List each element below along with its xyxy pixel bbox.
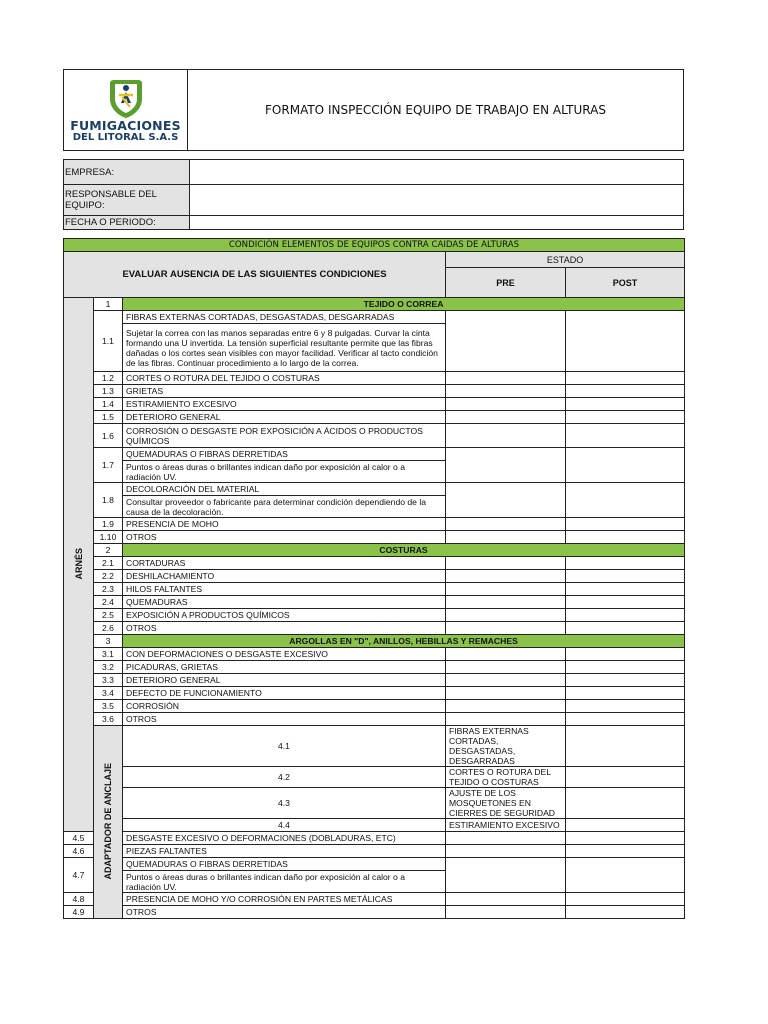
responsable-label: RESPONSABLE DEL EQUIPO: <box>64 185 190 216</box>
item-number: 3.2 <box>94 661 123 674</box>
post-cell[interactable] <box>566 687 685 700</box>
item-text: ESTIRAMIENTO EXCESIVO <box>446 819 566 832</box>
post-cell[interactable] <box>566 518 685 531</box>
pre-cell[interactable] <box>446 372 566 385</box>
post-cell[interactable] <box>566 648 685 661</box>
inspection-table <box>63 238 685 919</box>
post-cell[interactable] <box>566 557 685 570</box>
item-number: 4.2 <box>123 767 446 788</box>
item-text: DESHILACHAMIENTO <box>123 570 446 583</box>
item-text: DESGASTE EXCESIVO O DEFORMACIONES (DOBLADURAS, ETC) <box>123 832 446 845</box>
item-number: 2.2 <box>94 570 123 583</box>
category-number: 3 <box>94 635 123 648</box>
post-cell[interactable] <box>566 372 685 385</box>
pre-cell[interactable] <box>566 767 685 788</box>
item-number: 1.4 <box>94 398 123 411</box>
item-number: 1.7 <box>94 448 123 483</box>
item-number: 1.9 <box>94 518 123 531</box>
item-number: 3.1 <box>94 648 123 661</box>
pre-cell[interactable] <box>446 687 566 700</box>
item-text: PIEZAS FALTANTES <box>123 845 446 858</box>
pre-cell[interactable] <box>446 713 566 726</box>
item-number: 3.5 <box>94 700 123 713</box>
post-cell[interactable] <box>566 661 685 674</box>
item-text: FIBRAS EXTERNAS CORTADAS, DESGASTADAS, DESGARRADAS <box>123 311 446 324</box>
pre-cell[interactable] <box>446 583 566 596</box>
pre-header: PRE <box>446 268 566 298</box>
item-text: DETERIORO GENERAL <box>123 674 446 687</box>
post-cell[interactable] <box>566 674 685 687</box>
item-text: HILOS FALTANTES <box>123 583 446 596</box>
item-number: 3.4 <box>94 687 123 700</box>
arnes-group-label: ARNÉS <box>64 298 94 832</box>
item-number: 1.3 <box>94 385 123 398</box>
post-cell[interactable] <box>566 906 685 919</box>
post-cell[interactable] <box>566 531 685 544</box>
item-number: 2.5 <box>94 609 123 622</box>
item-text: DECOLORACIÓN DEL MATERIAL <box>123 483 446 496</box>
item-text: EXPOSICIÓN A PRODUCTOS QUÍMICOS <box>123 609 446 622</box>
item-number: 4.8 <box>64 893 94 906</box>
post-cell[interactable] <box>566 311 685 372</box>
item-text: CORTES O ROTURA DEL TEJIDO O COSTURAS <box>446 767 566 788</box>
category-number: 2 <box>94 544 123 557</box>
item-number: 3.3 <box>94 674 123 687</box>
pre-cell[interactable] <box>446 622 566 635</box>
item-description: Sujetar la correa con las manos separadas entre 6 y 8 pulgadas. Curvar la cinta formando una U invertida. La tensión superficial resultante permite que las fibras dañadas o los cortes sean visibles con mayor facilidad. Verificar al tacto condición de las fibras. Continuar procedimiento a lo largo de la correa. <box>123 324 446 372</box>
item-text: CORTES O ROTURA DEL TEJIDO O COSTURAS <box>123 372 446 385</box>
pre-cell[interactable] <box>446 700 566 713</box>
item-text: AJUSTE DE LOS MOSQUETONES EN CIERRES DE SEGURIDAD <box>446 788 566 819</box>
item-description: Consultar proveedor o fabricante para determinar condición dependiendo de la causa de la decoloración. <box>123 496 446 518</box>
item-number: 2.6 <box>94 622 123 635</box>
post-cell[interactable] <box>566 700 685 713</box>
item-number: 4.1 <box>123 726 446 767</box>
item-number: 1.8 <box>94 483 123 518</box>
pre-cell[interactable] <box>446 311 566 372</box>
pre-cell[interactable] <box>446 411 566 424</box>
post-cell[interactable] <box>566 411 685 424</box>
pre-cell[interactable] <box>446 609 566 622</box>
item-text: ESTIRAMIENTO EXCESIVO <box>123 398 446 411</box>
pre-cell[interactable] <box>446 424 566 448</box>
pre-cell[interactable] <box>446 531 566 544</box>
item-text: PRESENCIA DE MOHO Y/O CORROSIÓN EN PARTES METÁLICAS <box>123 893 446 906</box>
post-cell[interactable] <box>566 424 685 448</box>
pre-cell[interactable] <box>566 819 685 832</box>
post-cell[interactable] <box>566 448 685 483</box>
item-text: OTROS <box>123 622 446 635</box>
post-cell[interactable] <box>566 609 685 622</box>
pre-cell[interactable] <box>446 648 566 661</box>
item-text: QUEMADURAS O FIBRAS DERRETIDAS <box>123 858 446 871</box>
section-title: CONDICIÓN ELEMENTOS DE EQUIPOS CONTRA CAIDAS DE ALTURAS <box>64 239 685 252</box>
item-number: 2.3 <box>94 583 123 596</box>
item-number: 3.6 <box>94 713 123 726</box>
post-cell[interactable] <box>566 583 685 596</box>
pre-cell[interactable] <box>446 557 566 570</box>
category-argollas: ARGOLLAS EN "D", ANILLOS, HEBILLAS Y REMACHES <box>123 635 685 648</box>
pre-cell[interactable] <box>446 661 566 674</box>
estado-header: ESTADO <box>446 252 685 268</box>
item-number: 4.9 <box>64 906 94 919</box>
item-text: QUEMADURAS O FIBRAS DERRETIDAS <box>123 448 446 461</box>
pre-cell[interactable] <box>446 906 566 919</box>
document-title: FORMATO INSPECCIÓN EQUIPO DE TRABAJO EN ALTURAS <box>188 70 684 151</box>
pre-cell[interactable] <box>446 596 566 609</box>
item-number: 2.1 <box>94 557 123 570</box>
item-text: CORROSIÓN <box>123 700 446 713</box>
logo-name: FUMIGACIONES <box>70 118 181 133</box>
pre-cell[interactable] <box>446 845 566 858</box>
item-number: 4.4 <box>123 819 446 832</box>
company-logo-icon <box>106 77 146 119</box>
item-number: 2.4 <box>94 596 123 609</box>
post-cell[interactable] <box>566 832 685 845</box>
pre-cell[interactable] <box>446 893 566 906</box>
item-number: 1.1 <box>94 311 123 372</box>
category-number: 1 <box>94 298 123 311</box>
item-number: 4.7 <box>64 858 94 893</box>
item-text: CORROSIÓN O DESGASTE POR EXPOSICIÓN A ÁCIDOS O PRODUCTOS QUÍMICOS <box>123 424 446 448</box>
item-text: GRIETAS <box>123 385 446 398</box>
post-cell[interactable] <box>566 570 685 583</box>
pre-cell[interactable] <box>446 483 566 518</box>
empresa-label: EMPRESA: <box>64 160 190 185</box>
pre-cell[interactable] <box>446 858 566 893</box>
item-text: OTROS <box>123 906 446 919</box>
pre-cell[interactable] <box>566 788 685 819</box>
item-text: PICADURAS, GRIETAS <box>123 661 446 674</box>
category-tejido: TEJIDO O CORREA <box>123 298 685 311</box>
empresa-field[interactable] <box>190 160 684 185</box>
item-number: 1.6 <box>94 424 123 448</box>
post-cell[interactable] <box>566 385 685 398</box>
item-text: OTROS <box>123 531 446 544</box>
pre-cell[interactable] <box>446 570 566 583</box>
pre-cell[interactable] <box>446 448 566 483</box>
item-text: DEFECTO DE FUNCIONAMIENTO <box>123 687 446 700</box>
fecha-field[interactable] <box>190 216 684 230</box>
logo-subtitle: DEL LITORAL S.A.S <box>72 132 179 143</box>
pre-cell[interactable] <box>446 832 566 845</box>
pre-cell[interactable] <box>446 385 566 398</box>
post-cell[interactable] <box>566 713 685 726</box>
document-header <box>63 69 684 151</box>
pre-cell[interactable] <box>566 726 685 767</box>
item-number: 4.6 <box>64 845 94 858</box>
adaptador-group-label: ADAPTADOR DE ANCLAJE <box>94 726 123 919</box>
item-text: PRESENCIA DE MOHO <box>123 518 446 531</box>
post-cell[interactable] <box>566 622 685 635</box>
post-cell[interactable] <box>566 398 685 411</box>
post-cell[interactable] <box>566 858 685 893</box>
post-cell[interactable] <box>566 596 685 609</box>
pre-cell[interactable] <box>446 518 566 531</box>
info-block <box>63 159 684 230</box>
item-text: QUEMADURAS <box>123 596 446 609</box>
post-cell[interactable] <box>566 845 685 858</box>
item-text: FIBRAS EXTERNAS CORTADAS, DESGASTADAS, DESGARRADAS <box>446 726 566 767</box>
pre-cell[interactable] <box>446 398 566 411</box>
fecha-label: FECHA O PERIODO: <box>64 216 190 230</box>
item-number: 4.5 <box>64 832 94 845</box>
post-cell[interactable] <box>566 893 685 906</box>
evaluate-header: EVALUAR AUSENCIA DE LAS SIGUIENTES CONDICIONES <box>64 252 446 298</box>
item-number: 4.3 <box>123 788 446 819</box>
item-text: CORTADURAS <box>123 557 446 570</box>
item-text: OTROS <box>123 713 446 726</box>
item-number: 1.10 <box>94 531 123 544</box>
pre-cell[interactable] <box>446 674 566 687</box>
post-header: POST <box>566 268 685 298</box>
post-cell[interactable] <box>566 483 685 518</box>
category-costuras: COSTURAS <box>123 544 685 557</box>
item-text: CON DEFORMACIONES O DESGASTE EXCESIVO <box>123 648 446 661</box>
responsable-field[interactable] <box>190 185 684 216</box>
logo <box>64 70 188 151</box>
item-text: DETERIORO GENERAL <box>123 411 446 424</box>
item-description: Puntos o áreas duras o brillantes indican daño por exposición al calor o a radiación UV. <box>123 871 446 893</box>
item-number: 1.2 <box>94 372 123 385</box>
item-number: 1.5 <box>94 411 123 424</box>
item-description: Puntos o áreas duras o brillantes indican daño por exposición al calor o a radiación UV. <box>123 461 446 483</box>
